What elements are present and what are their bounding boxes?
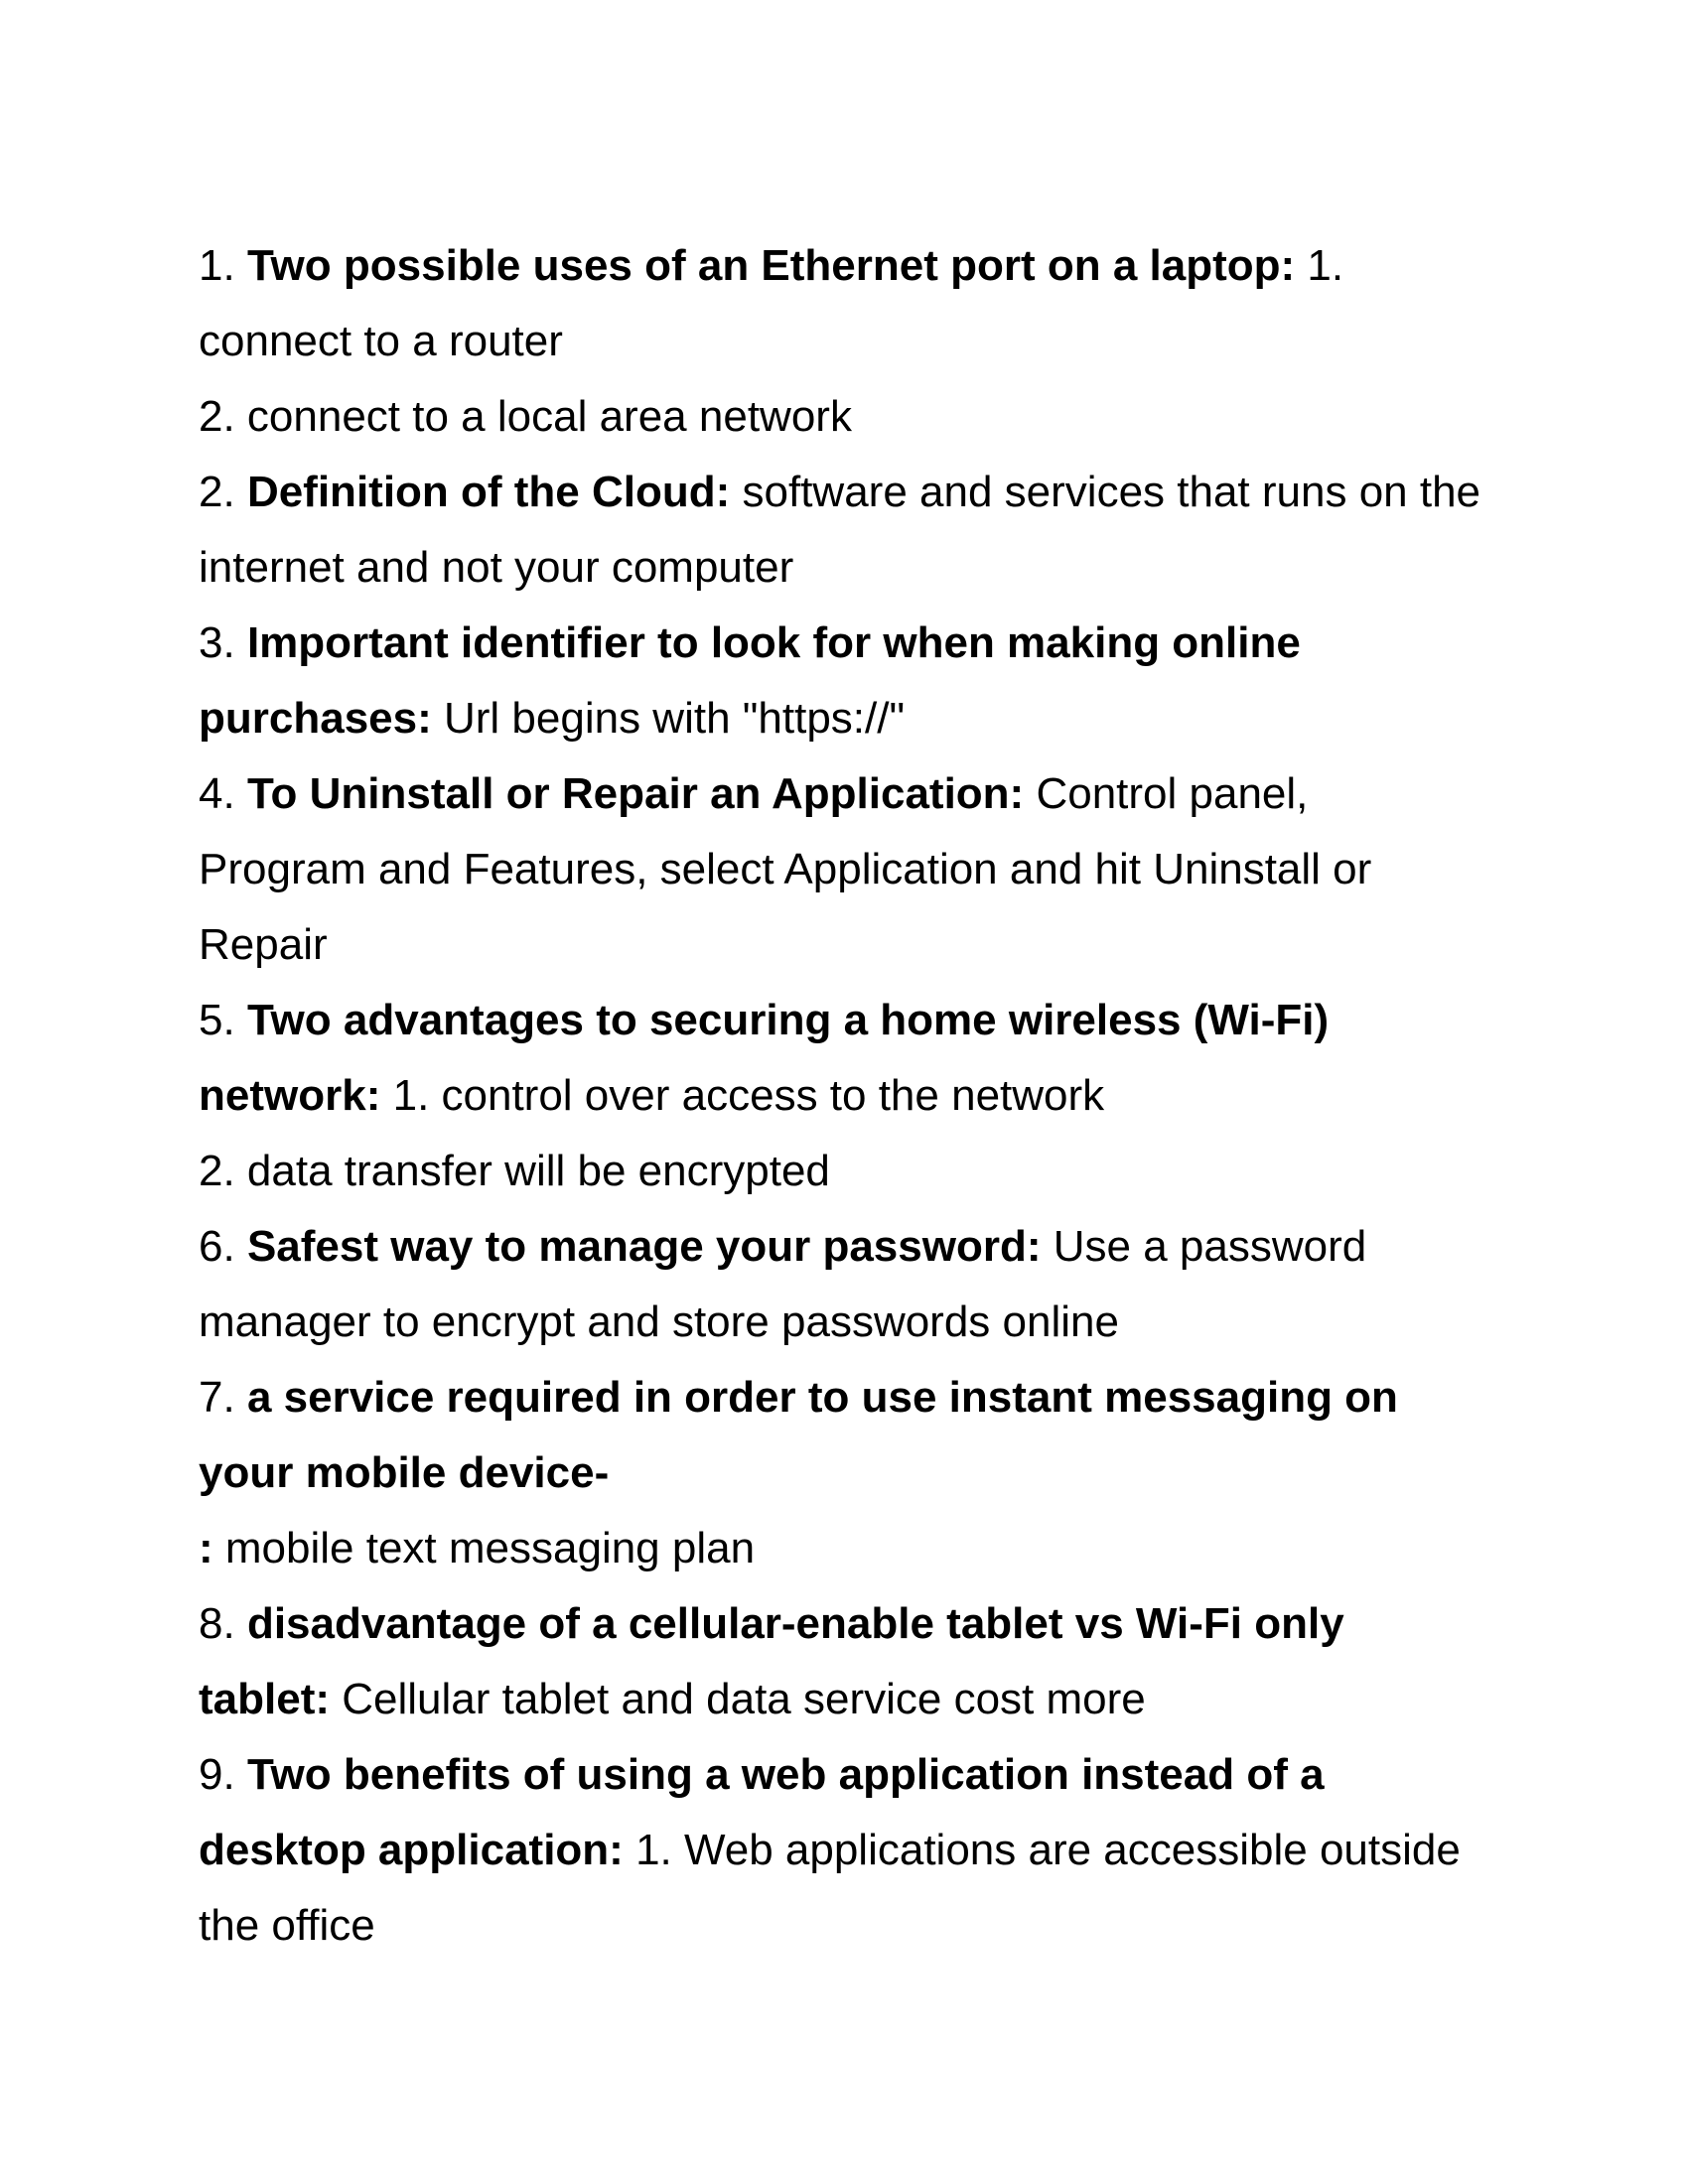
question-2-label: Definition of the Cloud: (246, 468, 731, 516)
question-1-line-2: connect to a router (199, 317, 563, 365)
question-5-line-2 (199, 1058, 1509, 1134)
question-3-line-1 (199, 606, 1509, 681)
question-7-label: a service required in order to use instant messaging on (246, 1373, 1398, 1422)
question-1-line-3: 2. connect to a local area network (199, 392, 852, 441)
question-9-label: Two benefits of using a web application instead of a (246, 1750, 1325, 1799)
question-3-number: 3. (199, 618, 235, 667)
question-5 (199, 983, 1509, 1209)
question-3-label: Important identifier to look for when making online (246, 618, 1301, 667)
question-1-label: Two possible uses of an Ethernet port on a laptop: (246, 241, 1296, 290)
question-8-answer: Cellular tablet and data service cost more (342, 1675, 1146, 1723)
question-9-line-2 (199, 1813, 1509, 1888)
question-8-line-2 (199, 1662, 1509, 1737)
question-1-line-1 (199, 228, 1509, 304)
question-3 (199, 606, 1509, 756)
question-4-line-1 (199, 756, 1509, 832)
question-9-answer: 1. Web applications are accessible outside (635, 1826, 1461, 1874)
question-7-line-1 (199, 1360, 1509, 1435)
question-6-label: Safest way to manage your password: (246, 1222, 1042, 1271)
question-8-number: 8. (199, 1599, 235, 1648)
document-page (199, 228, 1509, 1964)
question-8 (199, 1586, 1509, 1737)
question-4 (199, 756, 1509, 983)
question-9-label-cont: desktop application: (199, 1826, 624, 1874)
question-4-line-2: Program and Features, select Application and hit Uninstall or (199, 845, 1372, 893)
question-9 (199, 1737, 1509, 1964)
question-7-line-3 (199, 1511, 1509, 1586)
question-4-answer: Control panel, (1036, 769, 1309, 818)
question-4-number: 4. (199, 769, 235, 818)
question-2-line-2: internet and not your computer (199, 543, 794, 592)
question-6-number: 6. (199, 1222, 235, 1271)
question-6-line-1 (199, 1209, 1509, 1285)
question-9-line-1 (199, 1737, 1509, 1813)
question-3-label-cont: purchases: (199, 694, 432, 743)
question-5-line-1 (199, 983, 1509, 1058)
question-8-line-1 (199, 1586, 1509, 1662)
question-7-number: 7. (199, 1373, 235, 1422)
question-1-number: 1. (199, 241, 235, 290)
question-2-line-1 (199, 455, 1509, 530)
question-2-answer: software and services that runs on the (742, 468, 1481, 516)
question-5-number: 5. (199, 996, 235, 1044)
question-1 (199, 228, 1509, 455)
question-7 (199, 1360, 1509, 1586)
question-1-answer: 1. (1307, 241, 1344, 290)
question-9-number: 9. (199, 1750, 235, 1799)
question-8-label-cont: tablet: (199, 1675, 330, 1723)
question-3-answer: Url begins with "https://" (444, 694, 906, 743)
question-6 (199, 1209, 1509, 1360)
question-5-label-cont: network: (199, 1071, 381, 1120)
question-8-label: disadvantage of a cellular-enable tablet vs Wi-Fi only (246, 1599, 1344, 1648)
question-7-answer: mobile text messaging plan (224, 1524, 756, 1572)
question-5-label: Two advantages to securing a home wireless (Wi-Fi) (246, 996, 1330, 1044)
question-4-label: To Uninstall or Repair an Application: (246, 769, 1025, 818)
question-9-line-3: the office (199, 1901, 375, 1950)
question-6-answer: Use a password (1053, 1222, 1367, 1271)
question-2 (199, 455, 1509, 606)
question-7-line-2 (199, 1435, 1509, 1511)
question-5-line-3: 2. data transfer will be encrypted (199, 1147, 830, 1195)
question-2-number: 2. (199, 468, 235, 516)
question-5-answer: 1. control over access to the network (392, 1071, 1105, 1120)
question-6-line-2: manager to encrypt and store passwords online (199, 1297, 1119, 1346)
question-7-colon: : (199, 1524, 213, 1572)
question-3-line-2 (199, 681, 1509, 756)
question-4-line-3: Repair (199, 920, 328, 969)
question-7-label-cont: your mobile device- (199, 1448, 610, 1497)
